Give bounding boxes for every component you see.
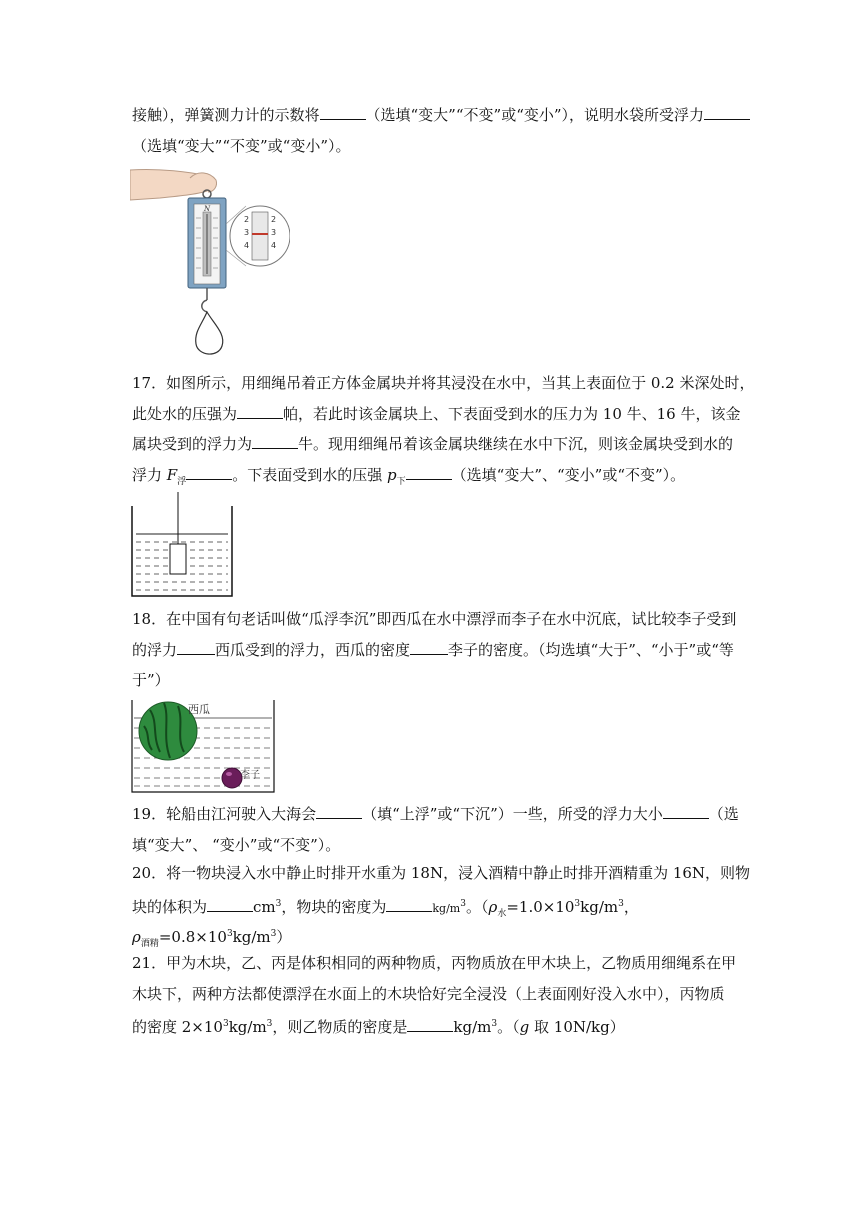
answer-blank[interactable] bbox=[320, 103, 366, 120]
q18-line1: 18．在中国有句老话叫做“瓜浮李沉”即西瓜在水中漂浮而李子在水中沉底，试比较李子受到 bbox=[132, 610, 737, 628]
q21-line3a: 的密度 2×10 bbox=[132, 1018, 223, 1036]
q19-line2: 填“变大”、 “变小”或“不变”）。 bbox=[132, 835, 341, 854]
q20-line2b: ，物块的密度为 bbox=[281, 897, 387, 916]
plum bbox=[222, 768, 242, 788]
q21-text bbox=[132, 948, 737, 1040]
q19-line1c: （选 bbox=[708, 805, 739, 823]
q17-line4c: （选填“变大”、“变小”或“不变”）。 bbox=[451, 465, 686, 484]
q19-line1b: （填“上浮”或“下沉”）一些，所受的浮力大小 bbox=[362, 805, 663, 823]
answer-blank[interactable] bbox=[386, 895, 432, 912]
pressure-subscript: 下 bbox=[396, 476, 406, 487]
q21-line1: 21．甲为木块，乙、丙是体积相同的两种物质，丙物质放在甲木块上，乙物质用细绳系在甲 bbox=[132, 954, 737, 972]
rho-water-sub: 水 bbox=[497, 908, 507, 919]
spring-scale-figure bbox=[130, 166, 290, 362]
unit-sup: 3 bbox=[266, 1019, 273, 1029]
q21-line3c: ，则乙物质的密度是 bbox=[272, 1018, 408, 1036]
exp: 3 bbox=[226, 929, 233, 939]
rho-symbol: ρ bbox=[132, 928, 141, 946]
q20-line1: 20．将一物块浸入水中静止时排开水重为 18N，浸入酒精中静止时排开酒精重为 16N，则物 bbox=[132, 864, 751, 882]
unit-sup: 3 bbox=[618, 898, 624, 909]
q17-line2b: 帕，若此时该金属块上、下表面受到水的压力为 10 牛、16 牛，该金 bbox=[283, 404, 741, 423]
q16-line2: （选填“变大”“不变”或“变小”）。 bbox=[132, 136, 351, 155]
answer-blank[interactable] bbox=[316, 802, 362, 819]
q17-line4b: 。下表面受到水的压强 bbox=[232, 465, 383, 484]
unit-cm: cm bbox=[253, 897, 276, 916]
unit-sup: 3 bbox=[491, 1019, 498, 1029]
q18-text bbox=[132, 604, 737, 696]
beaker-block-figure bbox=[130, 492, 234, 598]
zoom-tick: 4 bbox=[271, 241, 277, 250]
answer-blank[interactable] bbox=[410, 638, 448, 655]
rho-alcohol-value: =0.8×10 bbox=[158, 928, 227, 946]
q19-line1a: 19．轮船由江河驶入大海会 bbox=[132, 805, 317, 823]
watermelon-label: 西瓜 bbox=[188, 703, 210, 716]
q20-line2a: 块的体积为 bbox=[132, 897, 208, 916]
answer-blank[interactable] bbox=[237, 402, 283, 419]
q21-line3f: 取 10N/kg） bbox=[529, 1018, 625, 1036]
comma: ， bbox=[623, 897, 639, 916]
unit-sup: 3 bbox=[460, 898, 466, 909]
unit: kg/m bbox=[453, 1018, 492, 1036]
pressure-symbol: p bbox=[387, 465, 397, 484]
q17-line3b: 牛。现用细绳吊着该金属块继续在水中下沉，则该金属块受到水的 bbox=[298, 435, 734, 453]
exp: 3 bbox=[574, 898, 581, 909]
q21-line2: 木块下，两种方法都使漂浮在水面上的木块恰好完全浸没（上表面刚好没入水中），丙物质 bbox=[132, 984, 725, 1003]
answer-blank[interactable] bbox=[186, 463, 232, 480]
q17-text bbox=[132, 368, 755, 490]
zoom-tick: 4 bbox=[244, 241, 250, 250]
rho-water-unit: kg/m bbox=[580, 897, 619, 916]
q17-line2a: 此处水的压强为 bbox=[132, 404, 238, 423]
answer-blank[interactable] bbox=[252, 432, 298, 449]
q18-line2a: 的浮力 bbox=[132, 640, 178, 659]
zoom-tick: 3 bbox=[271, 228, 277, 237]
rho-alcohol-unit: kg/m bbox=[232, 928, 271, 946]
q16-line1a: 接触），弹簧测力计的示数将 bbox=[132, 106, 320, 124]
answer-blank[interactable] bbox=[663, 802, 709, 819]
g-symbol: g bbox=[519, 1018, 530, 1036]
q17-line4a: 浮力 bbox=[132, 465, 163, 484]
q18-line2c: 李子的密度。（均选填“大于”、“小于”或“等 bbox=[448, 640, 734, 659]
unit: kg/m bbox=[228, 1018, 267, 1036]
unit-sup: 3 bbox=[270, 929, 277, 939]
unit-sup: 3 bbox=[275, 898, 282, 909]
zoom-tick: 2 bbox=[244, 215, 250, 224]
answer-blank[interactable] bbox=[704, 103, 750, 120]
rho-symbol: ρ bbox=[488, 897, 498, 916]
answer-blank[interactable] bbox=[407, 1015, 453, 1032]
q18-line2b: 西瓜受到的浮力，西瓜的密度 bbox=[215, 640, 411, 659]
answer-blank[interactable] bbox=[177, 638, 215, 655]
watermelon-plum-figure bbox=[130, 698, 276, 794]
plum-label: 李子 bbox=[240, 770, 260, 781]
q17-line3a: 属块受到的浮力为 bbox=[132, 435, 253, 453]
rho-water-value: =1.0×10 bbox=[506, 897, 575, 916]
unit-kgm: kg/m bbox=[432, 901, 461, 915]
water-bag bbox=[196, 312, 223, 354]
q20-text bbox=[132, 858, 751, 950]
close-paren: ） bbox=[276, 928, 292, 946]
force-subscript: 浮 bbox=[177, 476, 187, 487]
force-symbol: F bbox=[166, 465, 178, 484]
q16-text bbox=[132, 100, 732, 161]
q18-line3: 于”） bbox=[132, 671, 170, 689]
q17-line1: 17．如图所示，用细绳吊着正方体金属块并将其浸没在水中，当其上表面位于 0.2 米深处时， bbox=[132, 374, 755, 392]
scale-unit-label: N bbox=[204, 205, 211, 213]
q20-line2c: 。（ bbox=[465, 897, 489, 916]
metal-block bbox=[170, 544, 186, 574]
zoom-tick: 3 bbox=[244, 228, 250, 237]
q21-line3e: 。（ bbox=[497, 1018, 520, 1036]
rho-alcohol-sub: 酒精 bbox=[140, 939, 159, 949]
exp: 3 bbox=[222, 1019, 229, 1029]
q19-text bbox=[132, 799, 739, 860]
zoom-tick: 2 bbox=[271, 215, 277, 224]
q16-line1b: （选填“变大”“不变”或“变小”），说明水袋所受浮力 bbox=[365, 106, 705, 124]
answer-blank[interactable] bbox=[406, 463, 452, 480]
answer-blank[interactable] bbox=[207, 895, 253, 912]
